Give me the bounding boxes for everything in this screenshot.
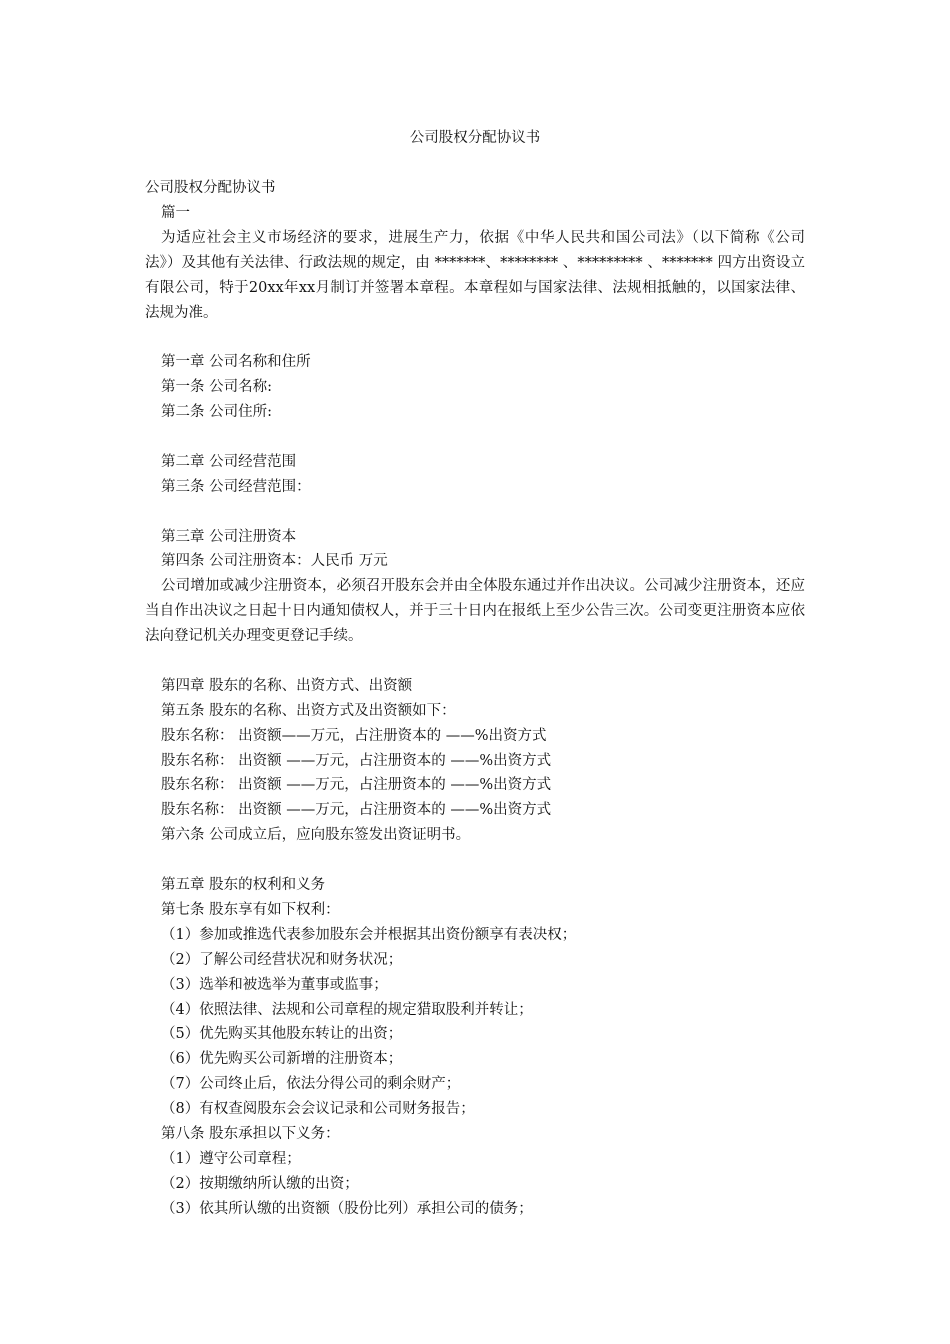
list-item: （3）依其所认缴的出资额（股份比列）承担公司的债务；: [161, 1200, 533, 1217]
list-item: （6）优先购买公司新增的注册资本；: [161, 1051, 403, 1068]
spacer: [145, 848, 805, 873]
chapter-heading: 第五章 股东的权利和义务: [161, 877, 326, 894]
list-item: （1）遵守公司章程；: [161, 1150, 301, 1167]
shareholder-line: 股东名称： 出资额——万元，占注册资本的 ——%出资方式: [161, 727, 547, 744]
list-item: （2）按期缴纳所认缴的出资；: [161, 1175, 359, 1192]
subtitle: 公司股权分配协议书: [145, 180, 276, 196]
shareholder-line: 股东名称： 出资额 ——万元，占注册资本的 ——%出资方式: [161, 777, 552, 794]
document-body: [145, 176, 805, 1222]
spacer: [145, 500, 805, 525]
article: 第五条 股东的名称、出资方式及出资额如下：: [161, 702, 456, 719]
spacer: [145, 425, 805, 450]
chapter-heading: 第二章 公司经营范围: [161, 453, 297, 470]
article: 第四条 公司注册资本：人民币 万元: [161, 553, 388, 570]
chapter-heading: 第四章 股东的名称、出资方式、出资额: [161, 677, 413, 694]
list-item: （2）了解公司经营状况和财务状况；: [161, 951, 403, 968]
chapter-heading: 第一章 公司名称和住所: [161, 354, 311, 371]
spacer: [145, 325, 805, 350]
list-item: （7）公司终止后，依法分得公司的剩余财产；: [161, 1076, 461, 1093]
preamble-paragraph: 为适应社会主义市场经济的要求，进展生产力，依据《中华人民共和国公司法》（以下简称《公司法》）及其他有关法律、行政法规的规定，由 *******、******** 、********* 、******* 四方出资设立 有限公司，特于20xx年xx月制订并签署本章程。本章程如与国家法律、法规相抵触的，以国家法律、法规为准。: [145, 229, 805, 321]
article: 第六条 公司成立后，应向股东签发出资证明书。: [161, 827, 471, 844]
section-label: 篇一: [161, 204, 190, 221]
list-item: （5）优先购买其他股东转让的出资；: [161, 1026, 403, 1043]
chapter-heading: 第三章 公司注册资本: [161, 528, 297, 545]
article: 第八条 股东承担以下义务：: [161, 1125, 340, 1142]
list-item: （4）依照法律、法规和公司章程的规定猎取股利并转让；: [161, 1001, 533, 1018]
capital-paragraph: 公司增加或减少注册资本，必须召开股东会并由全体股东通过并作出决议。公司减少注册资本，还应当自作出决议之日起十日内通知债权人，并于三十日内在报纸上至少公告三次。公司变更注册资本应依法向登记机关办理变更登记手续。: [145, 578, 805, 645]
article: 第二条 公司住所:: [161, 404, 272, 421]
article: 第七条 股东享有如下权利：: [161, 901, 340, 918]
document-title: 公司股权分配协议书: [409, 130, 541, 146]
shareholder-line: 股东名称： 出资额 ——万元，占注册资本的 ——%出资方式: [161, 752, 552, 769]
article: 第三条 公司经营范围：: [161, 478, 311, 495]
list-item: （3）选举和被选举为董事或监事；: [161, 976, 388, 993]
spacer: [145, 649, 805, 674]
article: 第一条 公司名称:: [161, 379, 272, 396]
shareholder-line: 股东名称： 出资额 ——万元，占注册资本的 ——%出资方式: [161, 802, 552, 819]
list-item: （1）参加或推选代表参加股东会并根据其出资份额享有表决权；: [161, 926, 577, 943]
list-item: （8）有权查阅股东会会议记录和公司财务报告；: [161, 1101, 475, 1118]
